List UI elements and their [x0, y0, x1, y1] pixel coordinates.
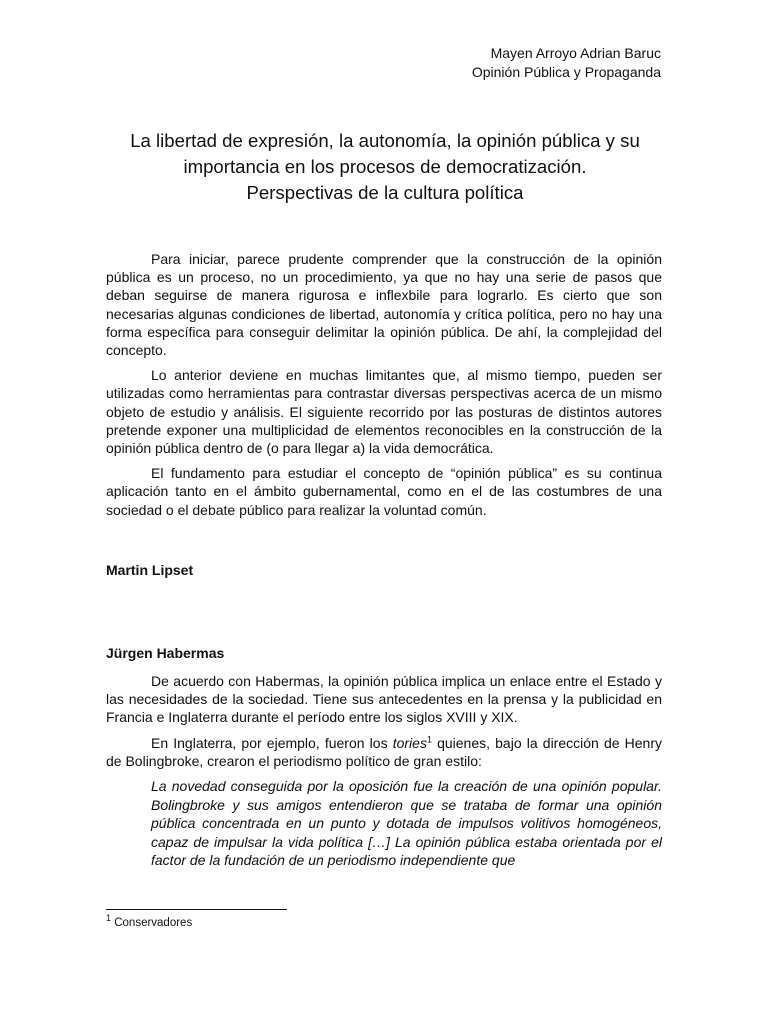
footnote-number: 1 [106, 913, 112, 924]
document-title [90, 128, 680, 206]
block-quote: La novedad conseguida por la oposición fue la creación de una opinión popular. Bolingbroke y sus amigos entendieron que se trataba de formar una opinión pública concentrada en un punto y dotada de impulsos volitivos homogéneos, capaz de impulsar la vida política […] La opinión pública estaba orientada por el factor de la fundación de un periodismo independiente que [151, 778, 662, 869]
intro-paragraph-1: Para iniciar, parece prudente comprender que la construcción de la opinión pública es un proceso, no un procedimiento, ya que no hay una serie de pasos que deban seguirse de manera rigurosa e inflexbile para lograrlo. Es cierto que son necesarias algunas condiciones de libertad, autonomía y crítica política, pero no hay una forma específica para conseguir delimitar la opinión pública. De ahí, la complejidad del concepto. [106, 251, 662, 359]
habermas-paragraph-1: De acuerdo con Habermas, la opinión pública implica un enlace entre el Estado y las necesidades de la sociedad. Tiene sus antecedentes en la prensa y la publicidad en Francia e Inglaterra durante el período entre los siglos XVIII y XIX. [106, 673, 662, 726]
intro-paragraph-2: Lo anterior deviene en muchas limitantes que, al mismo tiempo, pueden ser utilizadas como herramientas para contrastar diversas perspectivas acerca de un mismo objeto de estudio y análisis. El siguiente recorrido por las posturas de distintos autores pretende exponer una multiplicidad de elementos reconocibles en la construcción de la opinión pública dentro de (o para llegar a) la vida democrática. [106, 367, 662, 457]
tories-term: tories [392, 734, 427, 751]
author-block [472, 44, 661, 82]
paragraph-2-lead: En Inglaterra, por ejemplo, fueron los [151, 734, 393, 751]
author-name: Mayen Arroyo Adrian Baruc [490, 45, 661, 61]
paragraph-2-tail: quienes, bajo la dirección de Henry de Bolingbroke, crearon el periodismo político de gran estilo: [106, 734, 662, 769]
intro-section [106, 250, 662, 526]
footnote-separator [106, 909, 287, 910]
footnote-text: Conservadores [114, 917, 193, 929]
intro-paragraph-3 [106, 464, 662, 519]
title-line-3: Perspectivas de la cultura política [246, 182, 524, 203]
intro-paragraph-3-text: El fundamento para estudiar el concepto de “opinión pública” es su continua aplicación tanto en el ámbito gubernamental, como en el de las costumbres de una sociedad o el debate público para realizar la voluntad común. [106, 465, 662, 518]
section-heading-lipset: Martin Lipset [106, 562, 194, 578]
section-heading-habermas: Jürgen Habermas [106, 645, 225, 661]
title-line-2: importancia en los procesos de democratización. [183, 156, 587, 177]
habermas-section [106, 672, 662, 870]
course-name: Opinión Pública y Propaganda [471, 64, 661, 80]
title-line-1: La libertad de expresión, la autonomía, la opinión pública y su [130, 130, 640, 151]
footnote [106, 913, 193, 929]
footnote-ref[interactable]: 1 [426, 733, 432, 744]
habermas-paragraph-2 [106, 734, 662, 770]
